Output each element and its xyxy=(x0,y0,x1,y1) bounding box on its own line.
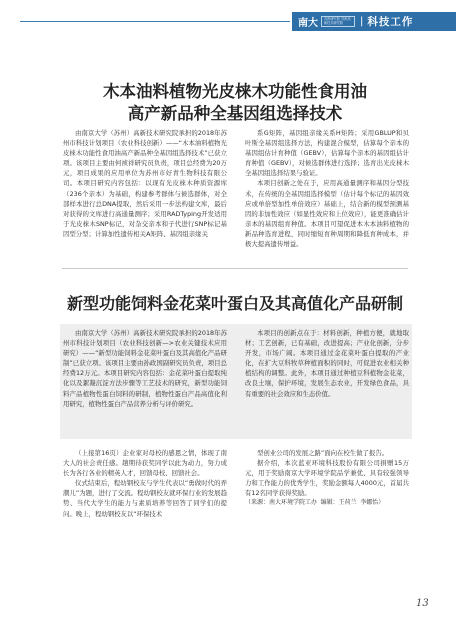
paragraph: 据介绍，本次蓝亚环境科技股份有限公司捐赠15万元，用于奖励南京大学环境学院品学兼优、具有较强领导力和工作能力的优秀学生，奖励金额每人4000元，首届共有12名同学获得奖励。 xyxy=(245,459,409,498)
paragraph: 由南京大学（苏州）高新技术研究院承担的2018年苏州市科技计划项目（农业科技创新）——“木本油料植物光皮梾木功能性食用油高产新品种全基因组选择技术”已获立项。该项目主要由何祯祥研究员负责，项目总经费为20万元，项目成果的应用单位为苏州市好青生物科技有限公司。本项目研究内容包括：以现有光皮梾木种质资源库（236个亲本）为基础，构建参考群体与候选群体，对全部样本进行总DNA提取，然后采用一步法构建文库，最后对获得的文库进行高通量测序；采用RADTyping开发适用于光皮梾木SNP标记，对杂交亲本和子代进行SNP标记基因型分型；计算加性遗传相关A矩阵、基因组亲缘关 xyxy=(63,129,227,238)
article-divider xyxy=(62,268,408,269)
paragraph: （上接第16页）企业家对母校的感恩之情，体现了南大人的社会责任感。趟期待获奖同学以此为动力，努力成长为各行各业的精英人才，回馈母校、回馈社会。 xyxy=(63,449,227,478)
paragraph: 本项目创新之处在于，应用高通量测序和基因分型技术，在传统的全基因组选择模型（估计每个标记的基因效应或单倍型加性单倍效应）基础上，结合新的模型预测基因的非加性效应（如显性效应和上位效应），能更准确估计亲本的基因组育种值。本项目可望促进本木本油料植物的新品种选育进程，同时缩短育种周期和降低育种成本，并极大提高遗传增益。 xyxy=(245,179,409,249)
header-separator: | xyxy=(360,16,364,27)
paragraph: 系G矩阵，基因组亲缘关系H矩阵；采用GBLUP和贝叶斯全基因组选择方法，构建混合模型，估算每个亲本的基因组估计育种值（GEBV），估算每个亲本的基因组估计育种值（GEBV），对候选群体进行选择；选育出光皮梾木全基因组选择结果与验证。 xyxy=(245,129,409,178)
source-editor-credit: （来源：南大环境学院工办 编辑：王荷兰 李娜怡） xyxy=(245,499,385,507)
article1-title-line: 高产新品种全基因组选择技术 xyxy=(127,104,343,123)
page-number: 13 xyxy=(416,598,429,609)
paragraph: 型创业公司的发展之路”面向在校生做了报告。 xyxy=(257,449,389,457)
article2-title: 新型功能饲料金花菜叶蛋白及其高值化产品研制 xyxy=(66,294,403,313)
paragraph: 本项目的创新点在于：材料创新，种植方便，就地取材；工艺创新，已有基础，改进提高；产业化创新，分步开发，市场广阔。本项目通过金花菜叶蛋白提取的产业化，在扩大豆科牧草种植面积的同时，可促进农业相关种植结构的调整。此外，本项目通过种植豆科植物金花菜，改良土壤，保护环境，发展生态农业，开发绿色食品，具有重要的社会效应和生态价值。 xyxy=(245,329,409,398)
article2-right-column xyxy=(245,328,409,399)
header-rule xyxy=(20,21,290,22)
article1-right-column xyxy=(245,128,409,249)
paragraph: 由南京大学（苏州）高新技术研究院承担的2018年苏州市科技计划项目（农业科技创新—>农业关键技术应用研究）——“新型功能饲料金花菜叶蛋白及其高值化产品研制”已获立项。该项目主要由孙政国副研究员负责，项目总经费12万元。本项目研究内容包括：金花菜叶蛋白提取纯化以及絮凝沉淀方法步骤等工艺技术的研究，新型功能饲料产品植物性蛋白饲料的研制，植物性蛋白产品高值化利用研究，植物性蛋白产品营养分析与评价研究。 xyxy=(63,329,227,408)
article1-title-line: 木本油料植物光皮梾木功能性食用油 xyxy=(103,82,367,101)
article3-right-column xyxy=(245,448,409,509)
article1-left-column xyxy=(63,128,227,239)
article2-left-column xyxy=(63,328,227,409)
header-column-name: 科技工作 xyxy=(367,16,414,28)
header-badge: 苏州研究院 苏州高新技术研究院 xyxy=(321,16,355,28)
header-org: 南大 xyxy=(298,18,318,29)
section-header xyxy=(292,12,456,31)
paragraph: 仪式结束后，程幼钢校友与学生代表以“勇做时代的弄潮儿”为题，进行了交流。程幼钢校友就环保行业的发展趋势、当代大学生的能力与素质培养等回答了同学们的提问。晚上，程幼钢校友以“环保技术 xyxy=(63,479,227,518)
article1-title xyxy=(40,81,430,125)
article3-left-column xyxy=(63,448,227,519)
